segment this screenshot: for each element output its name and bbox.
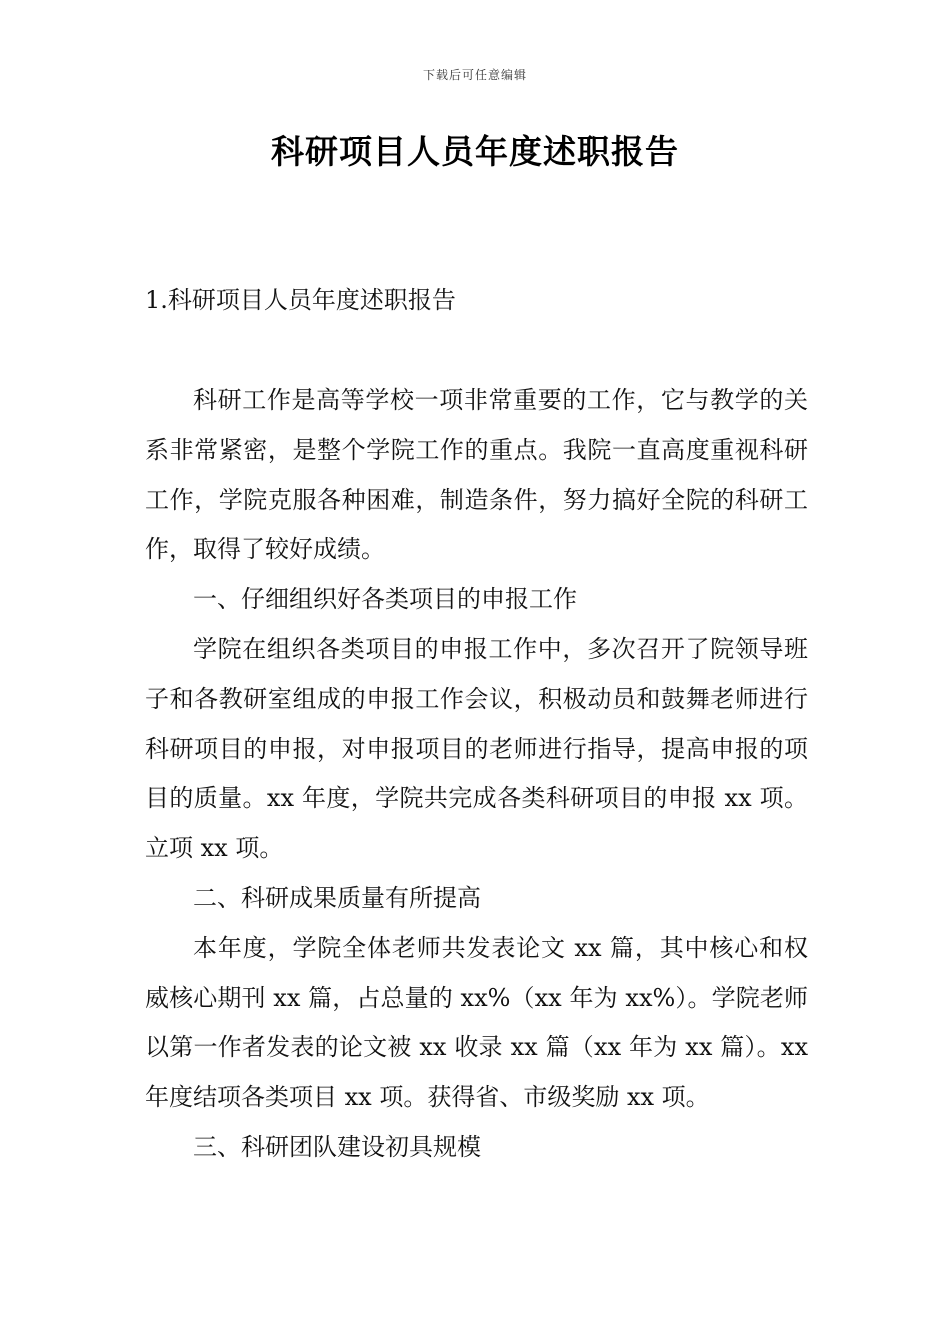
section-heading: 1.科研项目人员年度述职报告 [145,286,456,314]
header-note: 下载后可任意编辑 [422,68,527,82]
paragraph-research-results: 本年度，学院全体老师共发表论文 xx 篇，其中核心和权威核心期刊 xx 篇，占总量的 xx%（xx 年为 xx%）。学院老师以第一作者发表的论文被 xx 收录 xx 篇（xx 年为 xx 篇）。xx 年度结项各类项目 xx 项。获得省、市级奖励 xx 项。 [145,933,808,1112]
subheading-2: 二、科研成果质量有所提高 [193,883,481,912]
document-body [145,376,808,1173]
subheading-1: 一、仔细组织好各类项目的申报工作 [193,585,577,614]
paragraph-project-application: 学院在组织各类项目的申报工作中，多次召开了院领导班子和各教研室组成的申报工作会议，积极动员和鼓舞老师进行科研项目的申报，对申报项目的老师进行指导，提高申报的项目的质量。xx 年度，学院共完成各类科研项目的申报 xx 项。立项 xx 项。 [145,634,808,863]
document-title: 科研项目人员年度述职报告 [271,132,679,171]
subheading-3: 三、科研团队建设初具规模 [193,1132,481,1161]
intro-paragraph: 科研工作是高等学校一项非常重要的工作，它与教学的关系非常紧密，是整个学院工作的重点。我院一直高度重视科研工作，学院克服各种困难，制造条件，努力搞好全院的科研工作，取得了较好成绩。 [145,386,808,564]
